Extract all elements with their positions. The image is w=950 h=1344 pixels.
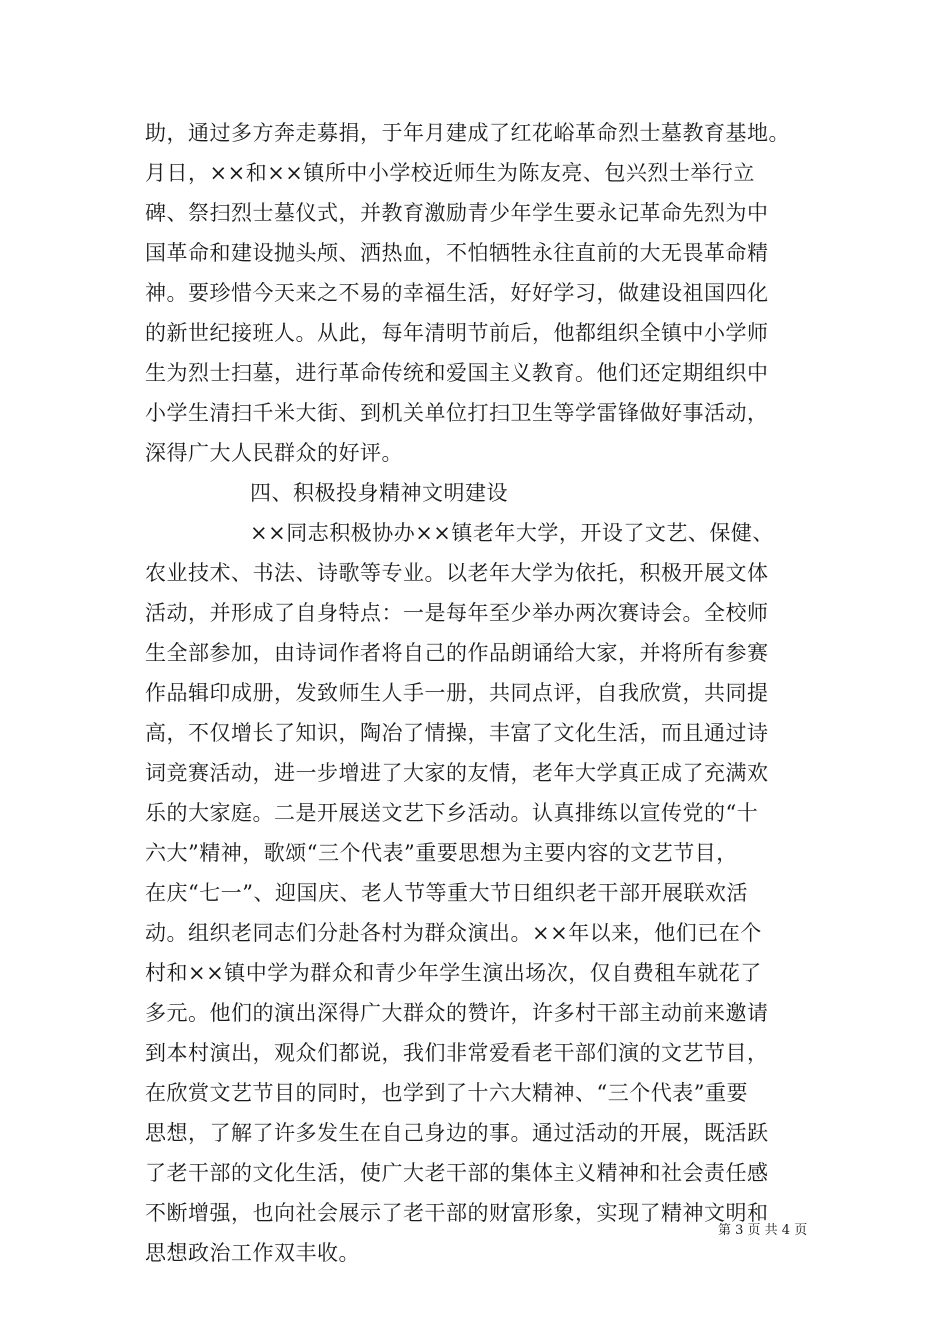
text-line: 词竞赛活动，进一步增进了大家的友情，老年大学真正成了充满欢: [145, 761, 769, 785]
section-heading: 四、积极投身精神文明建设: [250, 481, 508, 505]
text-line: 助，通过多方奔走募捐，于年月建成了红花峪革命烈士墓教育基地。: [145, 121, 790, 145]
text-line: 国革命和建设抛头颅、洒热血，不怕牺牲永往直前的大无畏革命精: [145, 241, 769, 265]
text-line: 了老干部的文化生活，使广大老干部的集体主义精神和社会责任感: [145, 1161, 769, 1185]
text-line: ××同志积极协办××镇老年大学，开设了文艺、保健、: [250, 521, 774, 545]
text-line: 生全部参加，由诗词作者将自己的作品朗诵给大家，并将所有参赛: [145, 641, 769, 665]
text-line: 作品辑印成册，发致师生人手一册，共同点评，自我欣赏，共同提: [145, 681, 769, 705]
text-line: 在庆“七一”、迎国庆、老人节等重大节日组织老干部开展联欢活: [145, 881, 748, 905]
text-line: 农业技术、书法、诗歌等专业。以老年大学为依托，积极开展文体: [145, 561, 769, 585]
text-line: 乐的大家庭。二是开展送文艺下乡活动。认真排练以宣传党的“十: [145, 801, 759, 825]
text-line: 村和××镇中学为群众和青少年学生演出场次，仅自费租车就花了: [145, 961, 762, 985]
text-line: 碑、祭扫烈士墓仪式，并教育激励青少年学生要永记革命先烈为中: [145, 201, 769, 225]
text-line: 思想政治工作双丰收。: [145, 1241, 360, 1265]
text-line: 在欣赏文艺节目的同时，也学到了十六大精神、“三个代表”重要: [145, 1081, 748, 1105]
text-line: 的新世纪接班人。从此，每年清明节前后，他都组织全镇中小学师: [145, 321, 769, 345]
text-line: 思想，了解了许多发生在自己身边的事。通过活动的开展，既活跃: [145, 1121, 769, 1145]
page-number-footer: 第 3 页 共 4 页: [718, 1223, 808, 1238]
text-line: 活动，并形成了自身特点：一是每年至少举办两次赛诗会。全校师: [145, 601, 769, 625]
text-line: 六大”精神，歌颂“三个代表”重要思想为主要内容的文艺节目，: [145, 841, 738, 865]
text-line: 深得广大人民群众的好评。: [145, 441, 403, 465]
text-line: 生为烈士扫墓，进行革命传统和爱国主义教育。他们还定期组织中: [145, 361, 769, 385]
text-line: 到本村演出，观众们都说，我们非常爱看老干部们演的文艺节目，: [145, 1041, 769, 1065]
text-line: 不断增强，也向社会展示了老干部的财富形象，实现了精神文明和: [145, 1201, 769, 1225]
text-line: 多元。他们的演出深得广大群众的赞许，许多村干部主动前来邀请: [145, 1001, 769, 1025]
text-line: 月日，××和××镇所中小学校近师生为陈友亮、包兴烈士举行立: [145, 161, 755, 185]
text-line: 高，不仅增长了知识，陶冶了情操，丰富了文化生活，而且通过诗: [145, 721, 769, 745]
text-line: 动。组织老同志们分赴各村为群众演出。××年以来，他们已在个: [145, 921, 762, 945]
text-line: 神。要珍惜今天来之不易的幸福生活，好好学习，做建设祖国四化: [145, 281, 769, 305]
text-line: 小学生清扫千米大街、到机关单位打扫卫生等学雷锋做好事活动，: [145, 401, 769, 425]
